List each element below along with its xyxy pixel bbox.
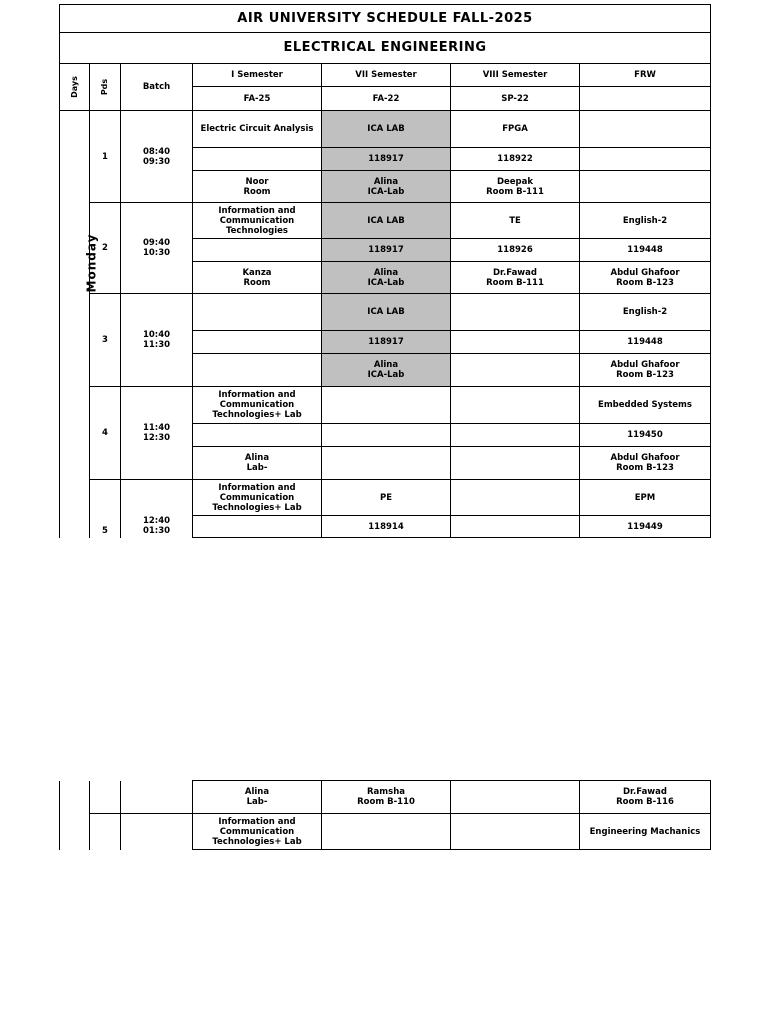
course-cell: TE	[451, 203, 580, 239]
period-time: 12:40 01:30	[121, 480, 193, 538]
period-time: 10:40 11:30	[121, 294, 193, 387]
teacher-cell: Alina Lab-	[193, 447, 322, 480]
teacher-cell: Alina ICA-Lab	[322, 171, 451, 203]
code-cell: 118917	[322, 239, 451, 262]
teacher-cell: Dr.Fawad Room B-111	[451, 262, 580, 294]
course-cell: Information and Communication Technologies+ Lab	[193, 387, 322, 424]
teacher-cell: Abdul Ghafoor Room B-123	[580, 262, 711, 294]
teacher-cell: Kanza Room	[193, 262, 322, 294]
code-cell	[193, 516, 322, 538]
schedule-table-continued	[59, 780, 711, 850]
schedule-title: AIR UNIVERSITY SCHEDULE FALL-2025	[60, 5, 711, 33]
schedule-table	[59, 4, 711, 538]
teacher-cell	[322, 447, 451, 480]
period-number	[90, 814, 121, 850]
table-row	[60, 814, 711, 850]
teacher-cell: Deepak Room B-111	[451, 171, 580, 203]
code-cell	[451, 516, 580, 538]
course-cell: Information and Communication Technologies+ Lab	[193, 480, 322, 516]
period-number: 2	[90, 203, 121, 294]
course-cell	[193, 294, 322, 331]
code-cell	[193, 331, 322, 354]
course-cell: Engineering Machanics	[580, 814, 711, 850]
day-cell: Monday	[60, 111, 90, 538]
teacher-cell: Ramsha Room B-110	[322, 781, 451, 814]
semester-header: VIII Semester	[451, 64, 580, 87]
code-cell: 118917	[322, 148, 451, 171]
code-cell	[580, 148, 711, 171]
batch-code	[580, 87, 711, 111]
period-number: 1	[90, 111, 121, 203]
period-number: 3	[90, 294, 121, 387]
table-row	[60, 480, 711, 516]
course-cell: ICA LAB	[322, 111, 451, 148]
department-title: ELECTRICAL ENGINEERING	[60, 33, 711, 64]
course-cell	[580, 111, 711, 148]
code-cell	[193, 148, 322, 171]
teacher-cell: Alina ICA-Lab	[322, 262, 451, 294]
course-cell: FPGA	[451, 111, 580, 148]
batch-code: FA-25	[193, 87, 322, 111]
period-time	[121, 781, 193, 814]
course-cell: English-2	[580, 203, 711, 239]
table-row	[60, 387, 711, 424]
course-cell	[322, 814, 451, 850]
period-time: 09:40 10:30	[121, 203, 193, 294]
table-row	[60, 111, 711, 148]
teacher-cell	[193, 354, 322, 387]
table-row	[60, 203, 711, 239]
code-cell: 118917	[322, 331, 451, 354]
course-cell: Electric Circuit Analysis	[193, 111, 322, 148]
code-cell: 119448	[580, 331, 711, 354]
course-cell: Information and Communication Technologies+ Lab	[193, 814, 322, 850]
period-number: 4	[90, 387, 121, 480]
code-cell	[193, 424, 322, 447]
code-cell	[451, 331, 580, 354]
teacher-cell: Abdul Ghafoor Room B-123	[580, 447, 711, 480]
course-cell: English-2	[580, 294, 711, 331]
teacher-cell: Abdul Ghafoor Room B-123	[580, 354, 711, 387]
course-cell: EPM	[580, 480, 711, 516]
code-cell: 119448	[580, 239, 711, 262]
semester-header: FRW	[580, 64, 711, 87]
teacher-cell: Dr.Fawad Room B-116	[580, 781, 711, 814]
code-cell: 119449	[580, 516, 711, 538]
course-cell: Information and Communication Technologies	[193, 203, 322, 239]
semester-header: VII Semester	[322, 64, 451, 87]
period-time	[121, 814, 193, 850]
days-header: Days	[60, 64, 90, 111]
teacher-cell	[451, 354, 580, 387]
batch-header: Batch	[121, 64, 193, 111]
teacher-cell	[451, 781, 580, 814]
period-time: 08:40 09:30	[121, 111, 193, 203]
period-time: 11:40 12:30	[121, 387, 193, 480]
semester-header: I Semester	[193, 64, 322, 87]
code-cell: 118914	[322, 516, 451, 538]
course-cell: PE	[322, 480, 451, 516]
course-cell	[451, 814, 580, 850]
code-cell	[322, 424, 451, 447]
batch-code: FA-22	[322, 87, 451, 111]
teacher-cell: Noor Room	[193, 171, 322, 203]
table-row	[60, 294, 711, 331]
code-cell: 118922	[451, 148, 580, 171]
course-cell: Embedded Systems	[580, 387, 711, 424]
batch-code: SP-22	[451, 87, 580, 111]
course-cell	[322, 387, 451, 424]
course-cell: ICA LAB	[322, 203, 451, 239]
course-cell: ICA LAB	[322, 294, 451, 331]
teacher-cell: Alina ICA-Lab	[322, 354, 451, 387]
teacher-cell	[580, 171, 711, 203]
course-cell	[451, 387, 580, 424]
period-number: 5	[90, 480, 121, 538]
table-row	[60, 781, 711, 814]
code-cell	[193, 239, 322, 262]
teacher-cell: Alina Lab-	[193, 781, 322, 814]
code-cell: 119450	[580, 424, 711, 447]
course-cell	[451, 294, 580, 331]
code-cell: 118926	[451, 239, 580, 262]
course-cell	[451, 480, 580, 516]
teacher-cell	[451, 447, 580, 480]
period-number	[90, 781, 121, 814]
day-cell	[60, 781, 90, 850]
pds-header: Pds	[90, 64, 121, 111]
code-cell	[451, 424, 580, 447]
